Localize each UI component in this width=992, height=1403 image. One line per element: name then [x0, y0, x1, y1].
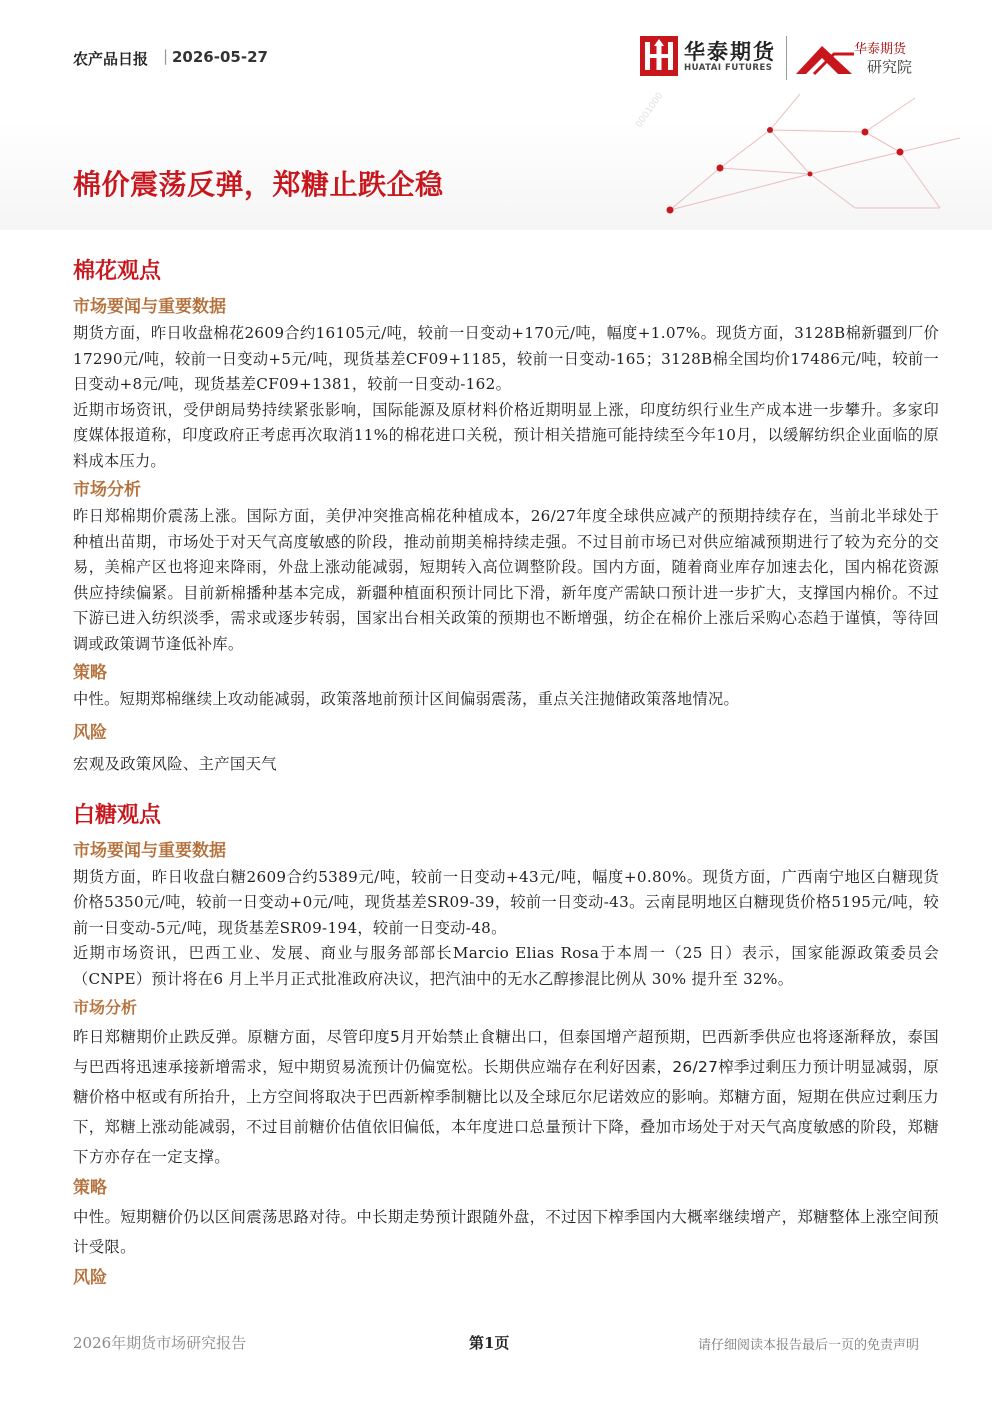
page-title: 棉价震荡反弹，郑糖止跌企稳 — [73, 168, 444, 201]
sugar-strategy-paragraph: 中性。短期糖价仍以区间震荡思路对待。中长期走势预计跟随外盘，不过因下榨季国内大概率继续增产，郑糖整体上涨空间预计受限。 — [73, 1208, 939, 1256]
institute-name: 研究院 — [867, 58, 913, 76]
sugar-news-heading: 市场要闻与重要数据 — [73, 840, 226, 861]
cotton-news-paragraph-2: 近期市场资讯，受伊朗局势持续紧张影响，国际能源及原材料价格近期明显上涨，印度纺织行业生产成本进一步攀升。多家印度媒体报道称，印度政府正考虑再次取消11%的棉花进口关税，预计相关措施可能持续至今年10月，以缓解纺织企业面临的原料成本压力。 — [73, 400, 939, 470]
institute-logo-icon — [794, 40, 856, 76]
brand-name: 华泰期货 — [684, 40, 776, 64]
cotton-risk-paragraph: 宏观及政策风险、主产国天气 — [73, 754, 277, 773]
report-type: 农产品日报 — [73, 50, 149, 68]
report-body — [73, 255, 939, 1292]
cotton-risk-heading: 风险 — [73, 722, 107, 743]
page-footer — [73, 1330, 919, 1360]
brand-english-name: HUATAI FUTURES — [684, 63, 773, 73]
brand-logo-area — [640, 34, 930, 82]
cotton-section — [73, 255, 939, 781]
cotton-heading: 棉花观点 — [73, 259, 162, 284]
report-date: 2026-05-27 — [172, 48, 268, 66]
page-header — [0, 0, 992, 230]
cotton-analysis-paragraph: 昨日郑棉期价震荡上涨。国际方面，美伊冲突推高棉花种植成本，26/27年度全球供应减产的预期持续存在，当前北半球处于种植出苗期，市场处于对天气高度敏感的阶段，推动前期美棉持续走强。不过目前市场已对供应缩减预期进行了较为充分的交易，美棉产区也将迎来降雨，外盘上涨动能减弱，短期转入高位调整阶段。国内方面，随着商业库存加速去化，国内棉花资源供应持续偏紧。目前新棉播种基本完成，新疆种植面积预计同比下滑，新年度产需缺口预计进一步扩大，支撑国内棉价。不过下游已进入纺织淡季，需求或逐步转弱，国家出台相关政策的预期也不断增强，纺企在棉价上涨后采购心态趋于谨慎，等待回调或政策调节逢低补库。 — [73, 507, 939, 653]
sugar-news-paragraph-1: 期货方面，昨日收盘白糖2609合约5389元/吨，较前一日变动+43元/吨，幅度+0.80%。现货方面，广西南宁地区白糖现货价格5350元/吨，较前一日变动+0元/吨，现货基差SR09-39，较前一日变动-43。云南昆明地区白糖现货价格5195元/吨，较前一日变动-5元/吨，现货基差SR09-194，较前一日变动-48。 — [73, 867, 939, 937]
sugar-risk-heading: 风险 — [73, 1268, 107, 1288]
brand-divider — [786, 36, 787, 80]
sugar-strategy-heading: 策略 — [73, 1178, 107, 1198]
network-decoration — [560, 88, 992, 230]
footer-report-name: 2026年期货市场研究报告 — [73, 1334, 247, 1352]
cotton-strategy-paragraph: 中性。短期郑棉继续上攻动能减弱，政策落地前预计区间偏弱震荡，重点关注抛储政策落地情况。 — [73, 690, 739, 708]
cotton-strategy-heading: 策略 — [73, 663, 107, 683]
svg-text:0001000: 0001000 — [634, 91, 666, 130]
sugar-heading: 白糖观点 — [73, 802, 162, 828]
institute-brand: 华泰期货 — [854, 42, 907, 57]
footer-disclaimer: 请仔细阅读本报告最后一页的免责声明 — [697, 1338, 919, 1353]
cotton-analysis-heading: 市场分析 — [73, 480, 141, 500]
huatai-logo-icon — [640, 36, 678, 76]
sugar-analysis-paragraph: 昨日郑糖期价止跌反弹。原糖方面，尽管印度5月开始禁止食糖出口，但泰国增产超预期，巴西新季供应也将逐渐释放，泰国与巴西将迅速承接新增需求，短中期贸易流预计仍偏宽松。长期供应端存在利好因素，26/27榨季过剩压力预计明显减弱，原糖价格中枢或有所抬升，上方空间将取决于巴西新榨季制糖比以及全球厄尔尼诺效应的影响。郑糖方面，短期在供应过剩压力下，郑糖上涨动能减弱，不过目前糖价估值依旧偏低，本年度进口总量预计下降，叠加市场处于对天气高度敏感的阶段，郑糖下方亦存在一定支撑。 — [73, 1028, 939, 1166]
sugar-news-paragraph-2: 近期市场资讯，巴西工业、发展、商业与服务部部长Marcio Elias Rosa于本周一（25 日）表示，国家能源政策委员会（CNPE）预计将在6 月上半月正式批准政府决议，把汽油中的无水乙醇掺混比例从 30% 提升至 32%。 — [73, 944, 939, 988]
sugar-analysis-heading: 市场分析 — [73, 998, 138, 1017]
header-separator: | — [163, 47, 169, 65]
sugar-section — [73, 799, 939, 1291]
cotton-news-paragraph-1: 期货方面，昨日收盘棉花2609合约16105元/吨，较前一日变动+170元/吨，幅度+1.07%。现货方面，3128B棉新疆到厂价17290元/吨，较前一日变动+5元/吨，现货基差CF09+1185，较前一日变动-165；3128B棉全国均价17486元/吨，较前一日变动+8元/吨，现货基差CF09+1381，较前一日变动-162。 — [73, 324, 939, 393]
cotton-news-heading: 市场要闻与重要数据 — [73, 297, 226, 317]
page-number: 第1页 — [469, 1334, 510, 1352]
